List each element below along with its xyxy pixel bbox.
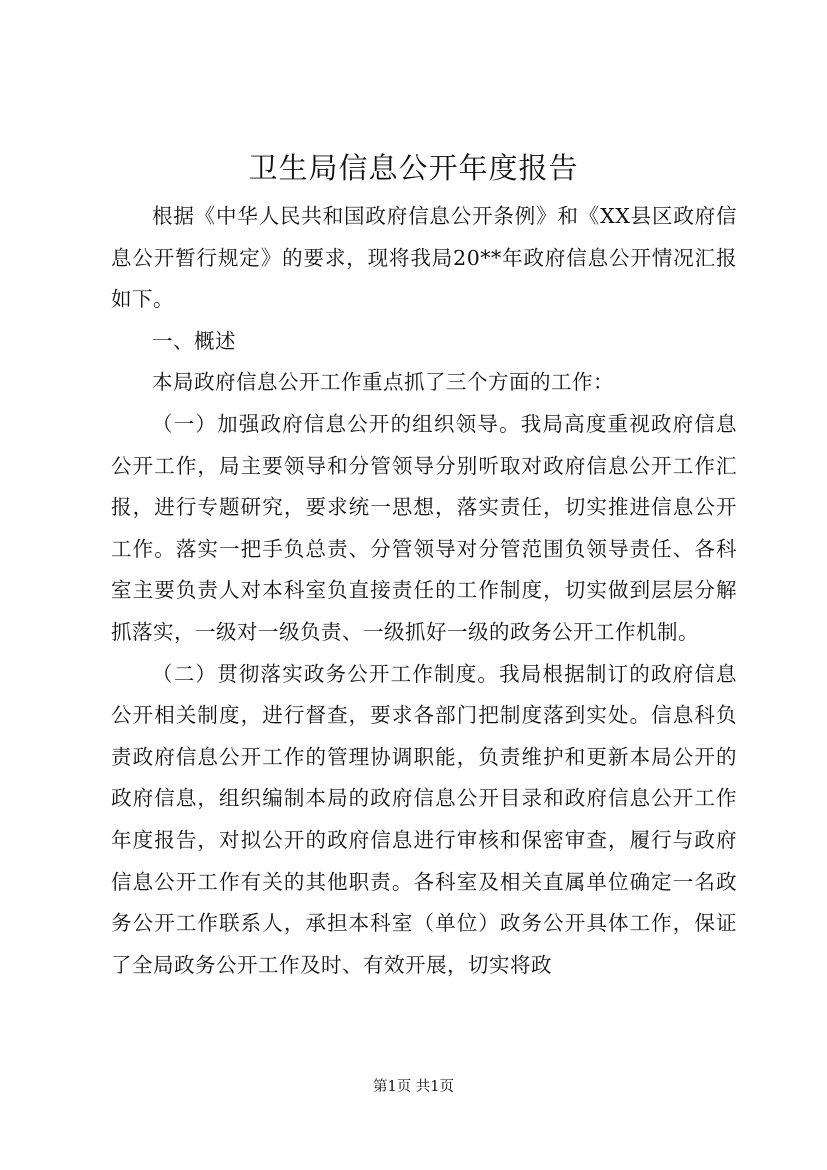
paragraph-item-2: （二）贯彻落实政务公开工作制度。我局根据制订的政府信息公开相关制度，进行督查，要求各部门把制度落到实处。信息科负责政府信息公开工作的管理协调职能，负责维护和更新本局公开的政府信息，组织编制本局的政府信息公开目录和政府信息公开工作年度报告，对拟公开的政府信息进行审核和保密审查，履行与政府信息公开工作有关的其他职责。各科室及相关直属单位确定一名政务公开工作联系人，承担本科室（单位）政务公开具体工作，保证了全局政务公开工作及时、有效开展，切实将政 [111,661,737,977]
paragraph-intro: 根据《中华人民共和国政府信息公开条例》和《XX县区政府信息公开暂行规定》的要求，现将我局20**年政府信息公开情况汇报如下。 [111,204,737,312]
document-body [111,196,737,986]
paragraph-item-1: （一）加强政府信息公开的组织领导。我局高度重视政府信息公开工作，局主要领导和分管领导分别听取对政府信息公开工作汇报，进行专题研究，要求统一思想，落实责任，切实推进信息公开工作。落实一把手负总责、分管领导对分管范围负领导责任、各科室主要负责人对本科室负直接责任的工作制度，切实做到层层分解抓落实，一级对一级负责、一级抓好一级的政务公开工作机制。 [111,411,737,644]
page-footer: 第1页 共1页 [372,1079,455,1095]
paragraph-summary: 本局政府信息公开工作重点抓了三个方面的工作： [152,370,614,395]
document-title: 卫生局信息公开年度报告 [248,151,579,185]
section-heading-overview: 一、概述 [152,328,236,353]
